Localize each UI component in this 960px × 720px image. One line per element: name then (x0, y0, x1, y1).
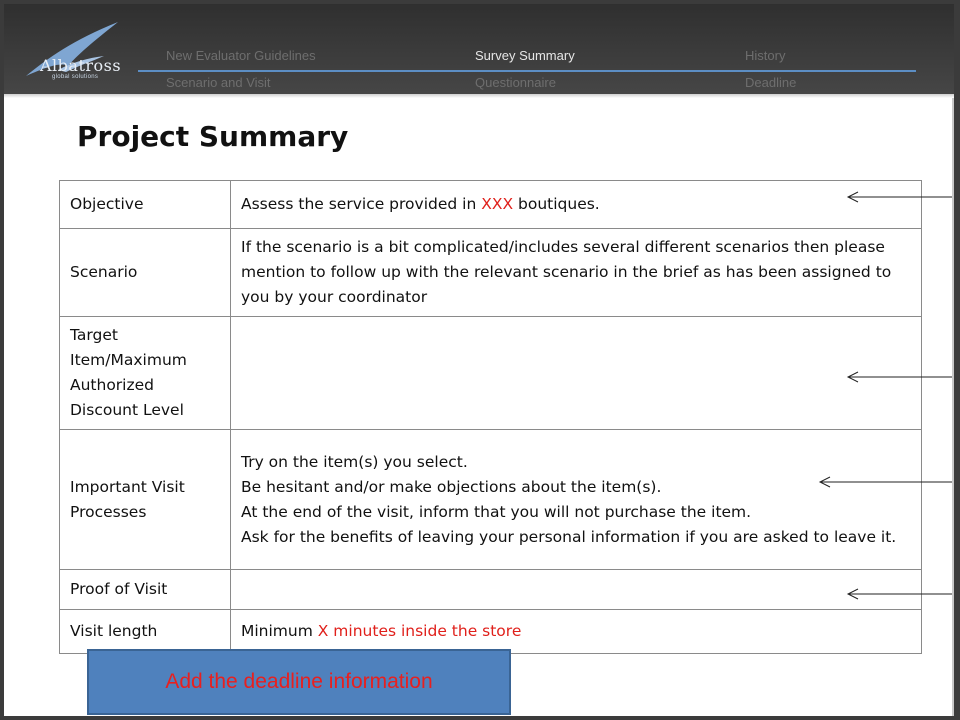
arrow-left-icon (844, 190, 954, 204)
nav-questionnaire[interactable]: Questionnaire (475, 75, 556, 90)
row-value-visit-processes (231, 430, 922, 570)
logo-tagline: global solutions (52, 74, 99, 80)
table-row (60, 229, 922, 317)
process-line: Try on the item(s) you select. (241, 452, 468, 471)
row-label-proof-of-visit: Proof of Visit (60, 570, 231, 610)
nav-survey-summary[interactable]: Survey Summary (475, 48, 575, 63)
nav-history[interactable]: History (745, 48, 786, 63)
nav-new-evaluator-guidelines[interactable]: New Evaluator Guidelines (166, 48, 316, 63)
row-label-target-item: Target Item/Maximum Authorized Discount Level (60, 317, 231, 430)
project-summary-table (59, 180, 922, 654)
nav-divider (138, 70, 916, 72)
table-row (60, 430, 922, 570)
process-line: Ask for the benefits of leaving your personal information if you are asked to leave it. (241, 527, 897, 546)
nav-deadline[interactable]: Deadline (745, 75, 797, 90)
row-label-scenario: Scenario (60, 229, 231, 317)
arrow-left-icon (844, 587, 954, 601)
row-value-target-item (231, 317, 922, 430)
visit-length-pre: Minimum (241, 622, 318, 640)
table-row (60, 610, 922, 654)
header-bar (4, 4, 954, 95)
slide-edge (952, 98, 954, 716)
table-row (60, 181, 922, 229)
row-value-objective (231, 181, 922, 229)
deadline-callout-box: Add the deadline information (87, 649, 511, 715)
table-row (60, 570, 922, 610)
objective-text-post: boutiques. (513, 195, 600, 213)
arrow-left-icon (844, 370, 954, 384)
objective-highlight: XXX (481, 195, 514, 213)
arrow-left-icon (816, 475, 954, 489)
slide (4, 4, 954, 716)
header-shadow (4, 94, 954, 98)
row-value-proof-of-visit (231, 570, 922, 610)
row-value-scenario: If the scenario is a bit complicated/includes several different scenarios then please mention to follow up with the relevant scenario in the brief as has been assigned to you by your coordinator (231, 229, 922, 317)
process-line: At the end of the visit, inform that you will not purchase the item. (241, 502, 752, 521)
objective-text-pre: Assess the service provided in (241, 195, 482, 213)
row-label-visit-processes: Important Visit Processes (60, 430, 231, 570)
row-value-visit-length (231, 610, 922, 654)
process-line: Be hesitant and/or make objections about the item(s). (241, 477, 662, 496)
page-title: Project Summary (77, 120, 349, 153)
nav-scenario-and-visit[interactable]: Scenario and Visit (166, 75, 271, 90)
row-label-visit-length: Visit length (60, 610, 231, 654)
table-row (60, 317, 922, 430)
logo-name: Albatross (40, 56, 122, 75)
visit-length-highlight: X minutes inside the store (317, 622, 522, 640)
row-label-objective: Objective (60, 181, 231, 229)
